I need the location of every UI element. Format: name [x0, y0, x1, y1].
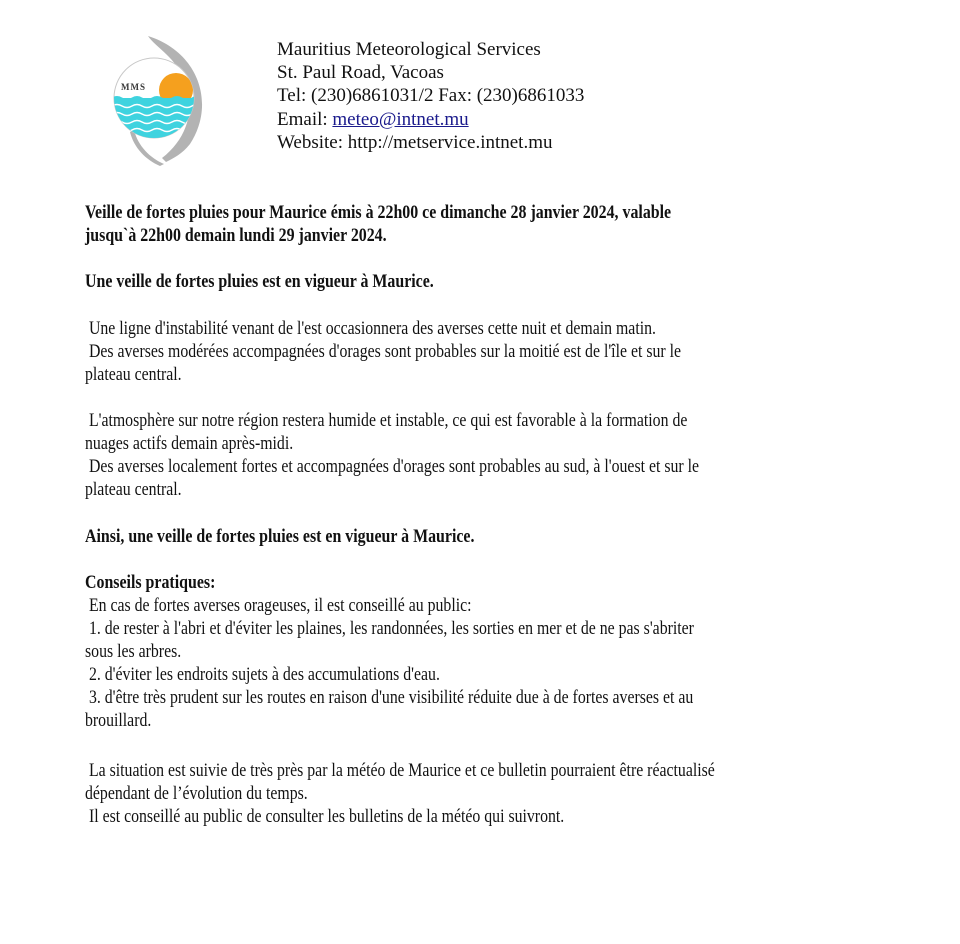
email-label: Email:: [277, 108, 333, 130]
bulletin-title: [85, 202, 767, 248]
bulletin-headline: [85, 271, 491, 294]
advice-line: 2. d'éviter les endroits sujets à des accumulations d'eau.: [85, 665, 440, 685]
paragraph-line: L'atmosphère sur notre région restera humide et instable, ce qui est favorable à la formation de: [85, 411, 688, 431]
headline-text: Une veille de fortes pluies est en vigueur à Maurice.: [85, 272, 434, 292]
organization-name: Mauritius Meteorological Services: [277, 39, 541, 60]
summary-text: Ainsi, une veille de fortes pluies est en vigueur à Maurice.: [85, 527, 475, 547]
advice-line: 3. d'être très prudent sur les routes en raison d'une visibilité réduite due à de fortes averses et au: [85, 688, 694, 708]
mms-logo: [104, 34, 214, 166]
paragraph-line: Des averses modérées accompagnées d'orages sont probables sur la moitié est de l'île et sur le: [85, 342, 682, 362]
phone-fax: Tel: (230)6861031/2 Fax: (230)6861033: [277, 85, 585, 107]
logo-text: MMS: [121, 82, 146, 92]
address: St. Paul Road, Vacoas: [277, 62, 444, 84]
paragraph-line: Une ligne d'instabilité venant de l'est occasionnera des averses cette nuit et demain matin.: [85, 319, 656, 339]
advice-line: 1. de rester à l'abri et d'éviter les plaines, les randonnées, les sorties en mer et de ne pas s'abriter: [85, 619, 694, 639]
advice-line: brouillard.: [85, 711, 152, 731]
paragraph-line: nuages actifs demain après-midi.: [85, 434, 294, 454]
advice-section: [85, 572, 797, 733]
bulletin-summary: [85, 526, 538, 549]
contact-header: [277, 38, 584, 154]
paragraph-line: Des averses localement fortes et accompagnées d'orages sont probables au sud, à l'ouest et sur le: [85, 457, 700, 477]
advice-line: En cas de fortes averses orageuses, il est conseillé au public:: [85, 596, 472, 616]
advice-line: sous les arbres.: [85, 642, 182, 662]
closing-line: La situation est suivie de très près par la météo de Maurice et ce bulletin pourraient être réactualisé: [85, 761, 715, 781]
email-line: [277, 108, 584, 131]
title-line: jusqu`à 22h00 demain lundi 29 janvier 2024.: [85, 226, 387, 246]
paragraph-line: plateau central.: [85, 365, 182, 385]
title-line: Veille de fortes pluies pour Maurice émis à 22h00 ce dimanche 28 janvier 2024, valable: [85, 203, 672, 223]
closing-paragraph: [85, 760, 822, 829]
paragraph-1: [85, 318, 782, 387]
paragraph-line: plateau central.: [85, 480, 182, 500]
paragraph-2: [85, 410, 803, 502]
closing-line: dépendant de l’évolution du temps.: [85, 784, 308, 804]
website: Website: http://metservice.intnet.mu: [277, 131, 553, 153]
email-link[interactable]: meteo@intnet.mu: [332, 108, 469, 130]
advice-heading: Conseils pratiques:: [85, 573, 216, 593]
closing-line: Il est conseillé au public de consulter les bulletins de la météo qui suivront.: [85, 807, 565, 827]
